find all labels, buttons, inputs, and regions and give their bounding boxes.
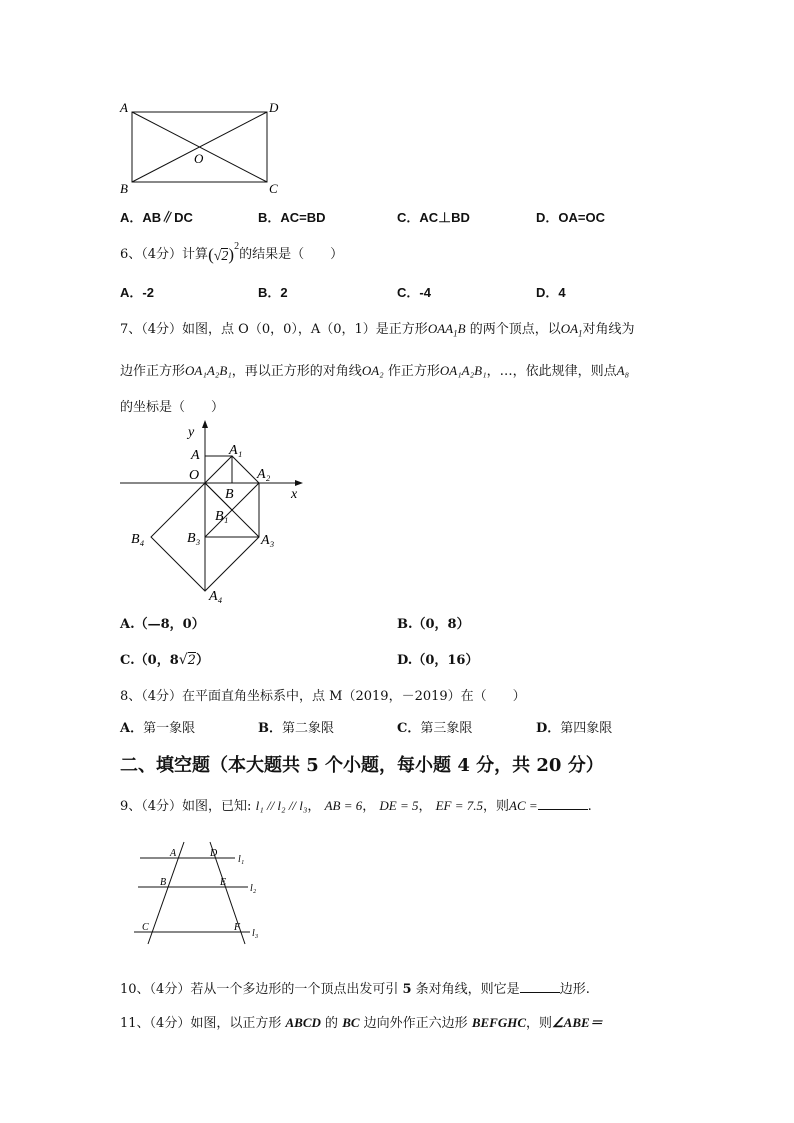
q5-option-a[interactable]: A．AB∥DC — [120, 210, 193, 225]
label-A: A — [120, 100, 128, 115]
q9-answer-blank[interactable] — [538, 796, 588, 810]
q7-option-d[interactable]: D.（0，16） — [397, 653, 479, 668]
q5-option-c[interactable]: C．AC⊥BD — [397, 210, 470, 225]
q7-squares-figure — [115, 420, 315, 605]
q7-number: 7、（4分） — [120, 322, 183, 337]
q7-option-c[interactable]: C.（0，8√2） — [120, 652, 209, 668]
label-x: x — [291, 487, 298, 502]
q8-option-a[interactable]: A．第一象限 — [120, 721, 196, 736]
q7-line-2: 边作正方形OA₁A₂B₁，再以正方形的对角线OA₂ 作正方形OA₁A₂B₁，…，依此规律，则点A₈ — [120, 363, 630, 379]
q7-line-1: 7、（4分）如图，点 O（0，0），A（0，1）是正方形$OAA_1B$ 的两个顶点，以$OA_1$对角线为 — [120, 321, 635, 339]
label-F: F — [234, 922, 241, 933]
q7-line-3: 的坐标是（ ） — [120, 400, 225, 415]
q5-option-b[interactable]: B．AC=BD — [258, 210, 326, 225]
label-B: B — [120, 181, 128, 196]
q9-number: 9、（4分） — [120, 799, 183, 814]
q10-answer-blank[interactable] — [520, 979, 560, 993]
q8-option-c[interactable]: C．第三象限 — [397, 721, 473, 736]
label-l1: l₁ — [238, 854, 245, 865]
q9-parallel-lines-figure — [130, 840, 280, 950]
label-B4: B₄ — [131, 532, 145, 547]
q9-stem: 9、（4分）如图，已知: l₁ // l₂ // l₃， AB = 6， DE = 5， EF = 7.5，则AC = . — [120, 798, 592, 814]
label-A3: A₃ — [261, 533, 275, 548]
label-A4: A₄ — [209, 589, 223, 604]
q7-option-a[interactable]: A.（—8，0） — [120, 617, 205, 632]
q8-number: 8、（4分） — [120, 689, 183, 704]
q8-option-b[interactable]: B．第二象限 — [258, 721, 335, 736]
q6-option-d[interactable]: D．4 — [536, 285, 566, 300]
label-A2: A₂ — [257, 467, 271, 482]
label-l3: l₃ — [252, 928, 259, 939]
q7-option-b[interactable]: B.（0，8） — [397, 617, 470, 632]
label-l2: l₂ — [250, 883, 257, 894]
q5-option-d[interactable]: D．OA=OC — [536, 210, 605, 225]
label-A: A — [170, 848, 177, 859]
label-C: C — [269, 181, 278, 196]
label-y: y — [188, 425, 195, 440]
q5-rectangle-figure — [110, 98, 300, 198]
label-D: D — [269, 100, 279, 115]
q6-expression: $(√2)^2$ — [208, 240, 240, 264]
label-B: B — [160, 877, 167, 888]
label-B: B — [225, 487, 234, 502]
label-A: A — [191, 448, 200, 463]
q6-number: 6、（4分） — [120, 247, 183, 262]
q10-number: 10、（4分） — [120, 982, 191, 997]
q11-stem: 11、（4分）如图，以正方形 ABCD 的 BC 边向外作正六边形 BEFGHC，则∠ABE＝ — [120, 1015, 603, 1031]
q6-option-b[interactable]: B．2 — [258, 285, 288, 300]
q6-stem: 6、（4分）计算$(√2)^2$的结果是（ ） — [120, 240, 344, 264]
label-O: O — [194, 151, 204, 166]
label-B1: B₁ — [215, 509, 229, 524]
label-E: E — [220, 877, 227, 888]
q10-stem: 10、（4分）若从一个多边形的一个顶点出发可引 5 条对角线，则它是 边形. — [120, 978, 590, 997]
label-O: O — [189, 468, 200, 483]
label-A1: A₁ — [229, 443, 243, 458]
label-B3: B₃ — [187, 531, 201, 546]
label-C: C — [142, 922, 149, 933]
q6-option-c[interactable]: C．-4 — [397, 285, 431, 300]
label-D: D — [210, 848, 218, 859]
q11-number: 11、（4分） — [120, 1016, 191, 1031]
section-2-heading: 二、填空题（本大题共 5 个小题，每小题 4 分，共 20 分） — [120, 755, 604, 776]
q6-option-a[interactable]: A．-2 — [120, 285, 154, 300]
q8-option-d[interactable]: D．第四象限 — [536, 721, 613, 736]
q8-stem: 8、（4分）在平面直角坐标系中，点 M（2019，－2019）在（ ） — [120, 689, 526, 704]
